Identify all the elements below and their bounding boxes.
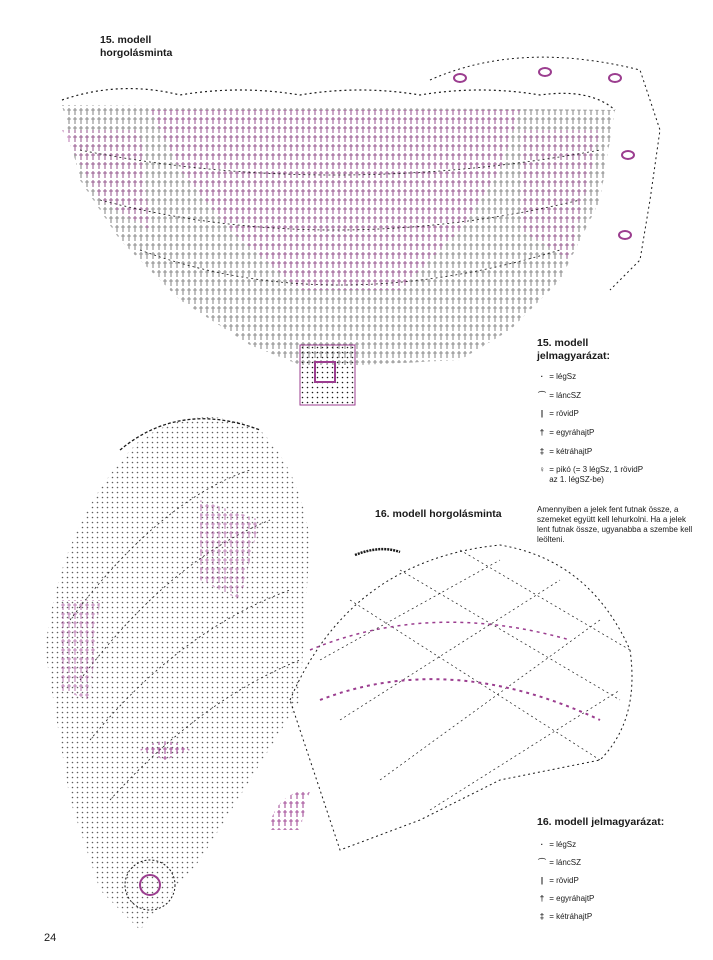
model15-title	[100, 34, 172, 60]
single-crochet-symbol: |	[540, 876, 544, 885]
double-crochet-symbol: †	[539, 894, 545, 903]
slip-stitch-symbol: ⌒	[538, 391, 546, 400]
legend-item: az 1. légSZ-be)	[549, 475, 604, 484]
model16-legend	[537, 840, 707, 930]
single-crochet-symbol: |	[540, 409, 544, 418]
picot-symbol: ♀	[539, 465, 545, 474]
model15-legend-title-line1: 15. modell	[537, 337, 589, 349]
model15-title-line2: horgolásminta	[100, 47, 173, 59]
legend-item: | = rövidP	[537, 876, 579, 886]
legend-item: · = légSz	[537, 840, 576, 850]
double-crochet-symbol: †	[539, 428, 545, 437]
legend-item: | = rövidP	[537, 409, 579, 419]
legend-item: · = légSz	[537, 372, 576, 382]
page-number: 24	[44, 932, 57, 944]
slip-stitch-symbol: ⌒	[538, 858, 546, 867]
treble-crochet-symbol: ‡	[539, 912, 545, 921]
legend-item: ⌒ = láncSZ	[538, 858, 582, 867]
model15-legend-title-line2: jelmagyarázat:	[537, 350, 610, 362]
model15-title-line1: 15. modell	[100, 34, 152, 46]
treble-crochet-symbol: ‡	[539, 447, 545, 456]
legend-item: ‡ = kétráhajtP	[537, 447, 592, 457]
legend-item: ♀ = pikó (= 3 légSz, 1 rövidP	[539, 465, 644, 474]
model16-note: Amennyiben a jelek fent futnak össze, a szemeket együtt kell lehurkolni. Ha a jelek lent futnak össze, ugyanabba a szembe kell leölteni.	[537, 505, 693, 544]
legend-item: ‡ = kétráhajtP	[537, 912, 592, 922]
chain-stitch-symbol: ·	[540, 840, 544, 849]
model15-legend	[537, 372, 707, 492]
legend-item: † = egyráhajtP	[537, 428, 594, 438]
chain-stitch-symbol: ·	[540, 372, 544, 381]
model16-legend-title: 16. modell jelmagyarázat:	[537, 816, 665, 828]
legend-item: † = egyráhajtP	[537, 894, 594, 904]
model16-title: 16. modell horgolásminta	[375, 508, 502, 520]
model15-legend-title	[537, 337, 610, 363]
legend-item: ⌒ = láncSZ	[538, 391, 582, 400]
